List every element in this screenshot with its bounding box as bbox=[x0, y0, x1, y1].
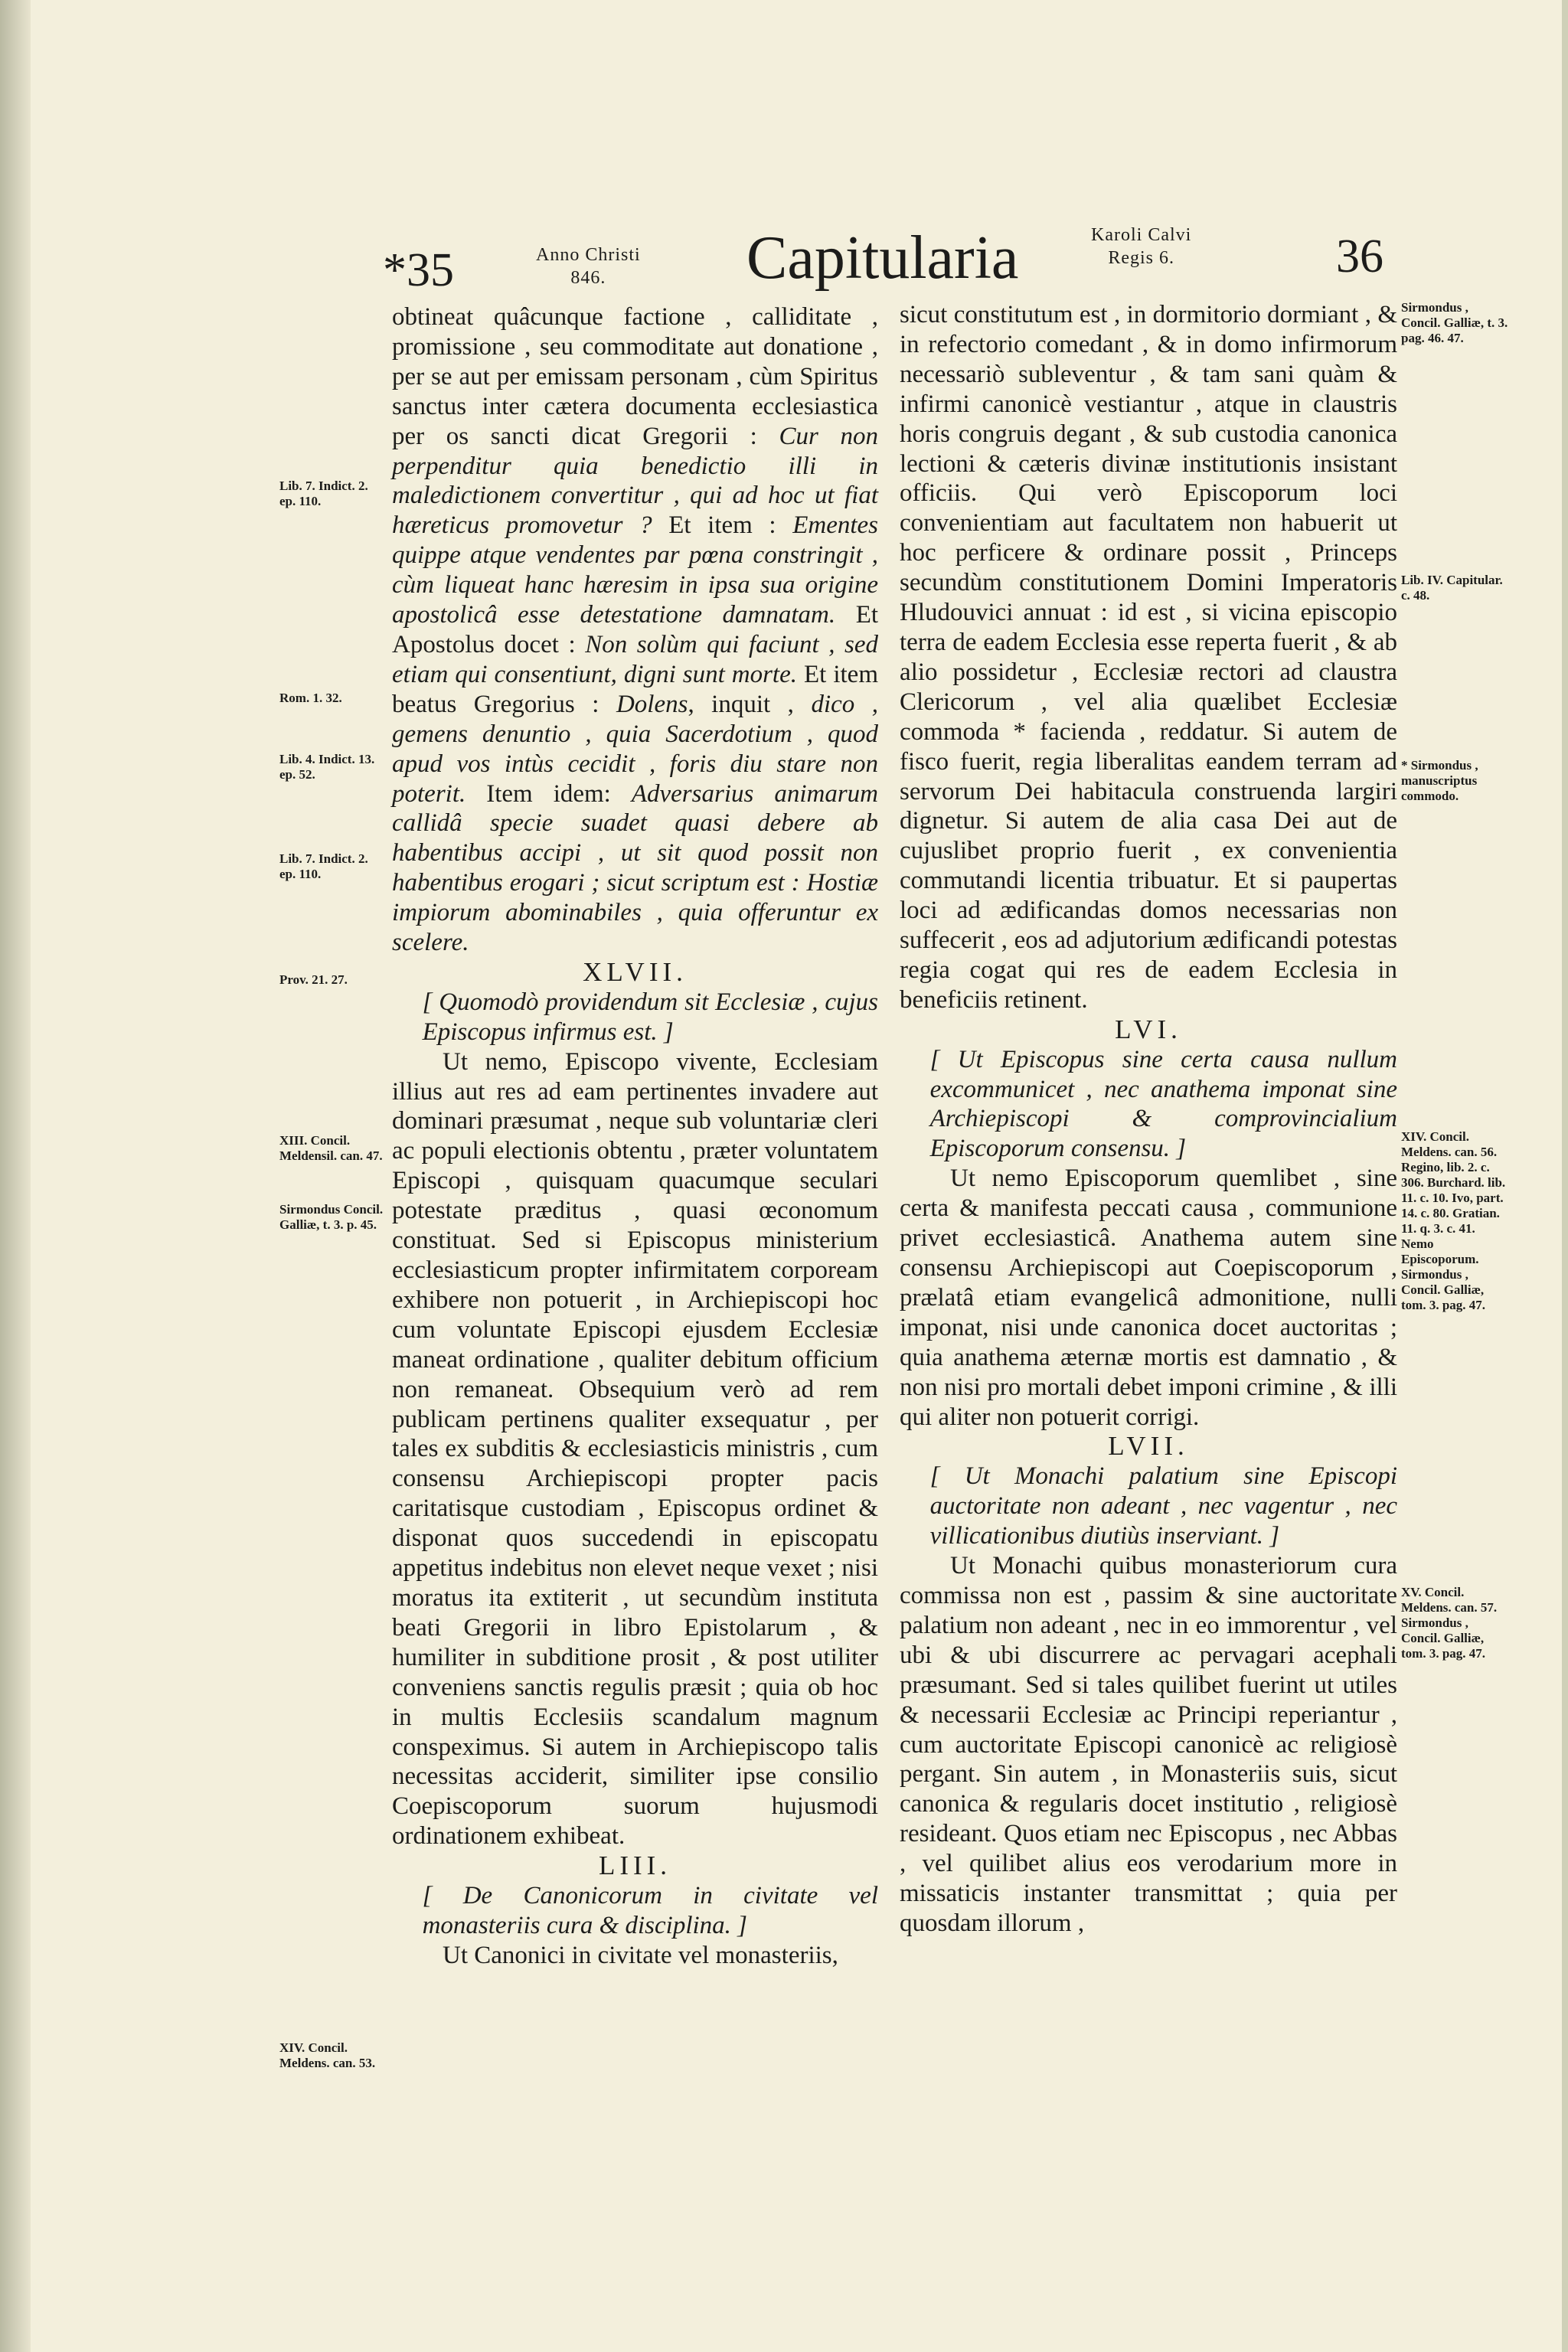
right-column bbox=[900, 300, 1397, 1939]
margin-note: XV. Concil. Meldens. can. 57. Sirmondus , Concil. Galliæ, tom. 3. pag. 47. bbox=[1401, 1585, 1498, 1661]
margin-note: Lib. 4. Indict. 13. ep. 52. bbox=[279, 752, 375, 782]
margin-note: Sirmondus Concil. Galliæ, t. 3. p. 45. bbox=[279, 1202, 384, 1232]
margin-note: Sirmondus , Concil. Galliæ, t. 3. pag. 46. 47. bbox=[1401, 300, 1508, 345]
header-anno-year: 846. bbox=[570, 268, 606, 288]
chapter-rubric: [ De Canonicorum in civitate vel monasteriis cura & disciplina. ] bbox=[422, 1882, 878, 1939]
chapter-body: sicut constitutum est , in dormitorio dormiant , & in refectorio comedant , & in domo infirmorum necessariò subleventur , & tam sani quàm & infirmi canonicè vestiantur , atque in claustris horis congruis degant , & sub custodia canonica lectioni & cæteris divinæ institutionis insistant officiis. Qui verò Episcoporum loci convenientiam aut facultatem non habuerit ut hoc perficere & ordinare possit , Princeps secundùm constitutionem Domini Imperatoris Hludouvici annuat : id est , si vicina episcopio terra de eadem Ecclesia esse reperta fuerit , & ab alio possidetur , Ecclesiæ rectori ad claustra Clericorum , vel alia quælibet Ecclesiæ commoda * facienda , reddatur. Si autem de fisco fuerit, regia liberalitas eandem terram ad servorum Dei habitacula construenda largiri dignetur. Si autem de alia casa Dei aut de cujuslibet proprio fuerit , ex convenientia commutandi licentia tribuatur. Et si paupertas loci ad ædificandas domos necessarias non suffecerit , eos ad adjutorium ædificandi potestas regia cogat qui res de eadem Ecclesia in beneficiis retinent. bbox=[900, 301, 1397, 1014]
chapter-body: Ut nemo, Episcopo vivente, Ecclesiam illius aut res ad eam pertinentes invadere aut dominari præsumat , neque sub voluntariæ cleri ac populi electionis obtentu , præter voluntatem Episcopi , quisquam quacumque seculari potestate præditus , quasi œconomum constituat. Sed si Episcopus ministerium ecclesiasticum propter infirmitatem corpoream exhibere non potuerit , in Archiepiscopi hoc cum voluntate Episcopi ejusdem Ecclesiæ maneat ordinatione , qualiter debitum officium non remaneat. Obsequium verò ad rem publicam pertinens qualiter exsequatur , per tales ex subditis & ecclesiasticis ministris , cum consensu Archiepiscopi propter pacis caritatisque custodiam , Episcopus ordinet & disponat quos succedendi in episcopatu appetitus indebitus non elevet neque vexet ; nisi moratus ita extiterit , ut secundùm instituta beati Gregorii in libro Epistolarum , & humiliter in subditione prosit , & post utiliter conveniens sanctis regulis præsit ; quia ob hoc in multis Ecclesiis scandalum magnum conspeximus. Si autem in Archiepiscopo talis necessitas acciderit, similiter ipse consilio Coepiscoporum suorum hujusmodi ordinationem exhibeat. bbox=[392, 1047, 878, 1851]
margin-note: Prov. 21. 27. bbox=[279, 972, 348, 987]
chapter-number: LIII. bbox=[598, 1851, 672, 1881]
chapter-rubric: [ Quomodò providendum sit Ecclesiæ , cujus Episcopus infirmus est. ] bbox=[422, 988, 878, 1046]
header-regnal-year: Regis 6. bbox=[1108, 248, 1174, 268]
margin-note: Lib. 7. Indict. 2. ep. 110. bbox=[279, 479, 368, 508]
header-anno-label: Anno Christi bbox=[536, 245, 641, 265]
left-column bbox=[392, 302, 878, 1971]
chapter-body: Ut Canonici in civitate vel monasteriis, bbox=[443, 1941, 838, 1969]
chapter-body: Ut nemo Episcoporum quemlibet , sine certa & manifesta peccati causa , communione privet ecclesiasticâ. Anathema autem sine consensu Archiepiscopi aut Coepiscoporum , prælatâ etiam evangelicâ admonitione, nulli imponat, nisi unde canonica docet auctoritas ; quia anathema æternæ mortis est damnatio , & non nisi pro mortali debet imponi crimine , & illi qui aliter non potuerit corrigi. bbox=[900, 1165, 1397, 1431]
margin-note: * Sirmondus , manuscriptus commodo. bbox=[1401, 758, 1478, 803]
chapter-number: LVI. bbox=[1115, 1014, 1182, 1044]
header-reign bbox=[1091, 224, 1191, 300]
chapter-rubric: [ Ut Episcopus sine certa causa nullum excommunicet , nec anathema imponat sine Archiepiscopi & comprovincialium Episcoporum consensu. ] bbox=[929, 1045, 1397, 1163]
running-title: Capitularia bbox=[746, 224, 1019, 292]
margin-note: Lib. 7. Indict. 2. ep. 110. bbox=[279, 851, 368, 881]
margin-note: XIII. Concil. Meldensil. can. 47. bbox=[279, 1133, 383, 1163]
page-number-left: *35 bbox=[383, 244, 454, 296]
chapter-number: LVII. bbox=[1108, 1431, 1189, 1462]
margin-note: XIV. Concil. Meldens. can. 53. bbox=[279, 2040, 376, 2070]
margin-note: XIV. Concil. Meldens. can. 56. Regino, lib. 2. c. 306. Burchard. lib. 11. c. 10. Ivo, part. 14. c. 80. Gratian. 11. q. 3. c. 41. Nemo Episcoporum. Sirmondus , Concil. Galliæ, tom. 3. pag. 47. bbox=[1401, 1129, 1506, 1312]
header-king: Karoli Calvi bbox=[1091, 225, 1192, 245]
page-number-right: 36 bbox=[1336, 230, 1383, 283]
margin-note: Lib. IV. Capitular. c. 48. bbox=[1401, 573, 1503, 603]
paragraph: obtineat quâcunque factione , calliditate , promissione , seu commoditate aut donatione , per se aut per emissam personam , cùm Spiritus sanctus inter cætera documenta ecclesiastica per os sancti dicat Gregorii : Cur non perpenditur quia benedictio illi in maledictionem convertitur , qui ad hoc ut fiat hæreticus promovetur ? Et item : Ementes quippe atque vendentes par pœna constringit , cùm liqueat hanc hæresim in ipsa sua origine apostolicâ esse detestatione damnatam. Et Apostolus docet : Non solùm qui faciunt , sed etiam qui consentiunt, digni sunt morte. Et item beatus Gregorius : Dolens, inquit , dico , gemens denuntio , quia Sacerdotium , quod apud vos intùs cecidit , foris diu stare non poterit. Item idem: Adversarius animarum callidâ specie suadet quasi debere ab habentibus accipi , ut sit quod possit non habentibus erogari ; sicut scriptum est : Hostiæ impiorum abominabiles , quia offeruntur ex scelere. bbox=[392, 303, 879, 957]
chapter-body: Ut Monachi quibus monasteriorum cura commissa non est , passim & sine auctoritate palatium non adeant , nec in eo immorentur , vel ubi & ubi discurrere ac pervagari acephali præsumant. Sed si tales quilibet fuerint ut utiles & necessarii Ecclesiæ ac Principi reperiantur , cum auctoritate Episcopi canonicè ac religiosè pergant. Sin autem , in Monasteriis suis, sicut canonica & regularis docet institutio , religiosè resideant. Quos etiam nec Episcopus , nec Abbas , vel quilibet alius eos verodarium more in missaticis instanter transmittat ; quia per quosdam illorum , bbox=[900, 1552, 1397, 1937]
page-gutter bbox=[0, 0, 31, 2352]
chapter-rubric: [ Ut Monachi palatium sine Episcopi auctoritate non adeant , nec vagentur , nec villicationibus diutiùs inserviant. ] bbox=[929, 1462, 1397, 1550]
chapter-number: XLVII. bbox=[583, 956, 688, 987]
margin-note: Rom. 1. 32. bbox=[279, 691, 342, 705]
